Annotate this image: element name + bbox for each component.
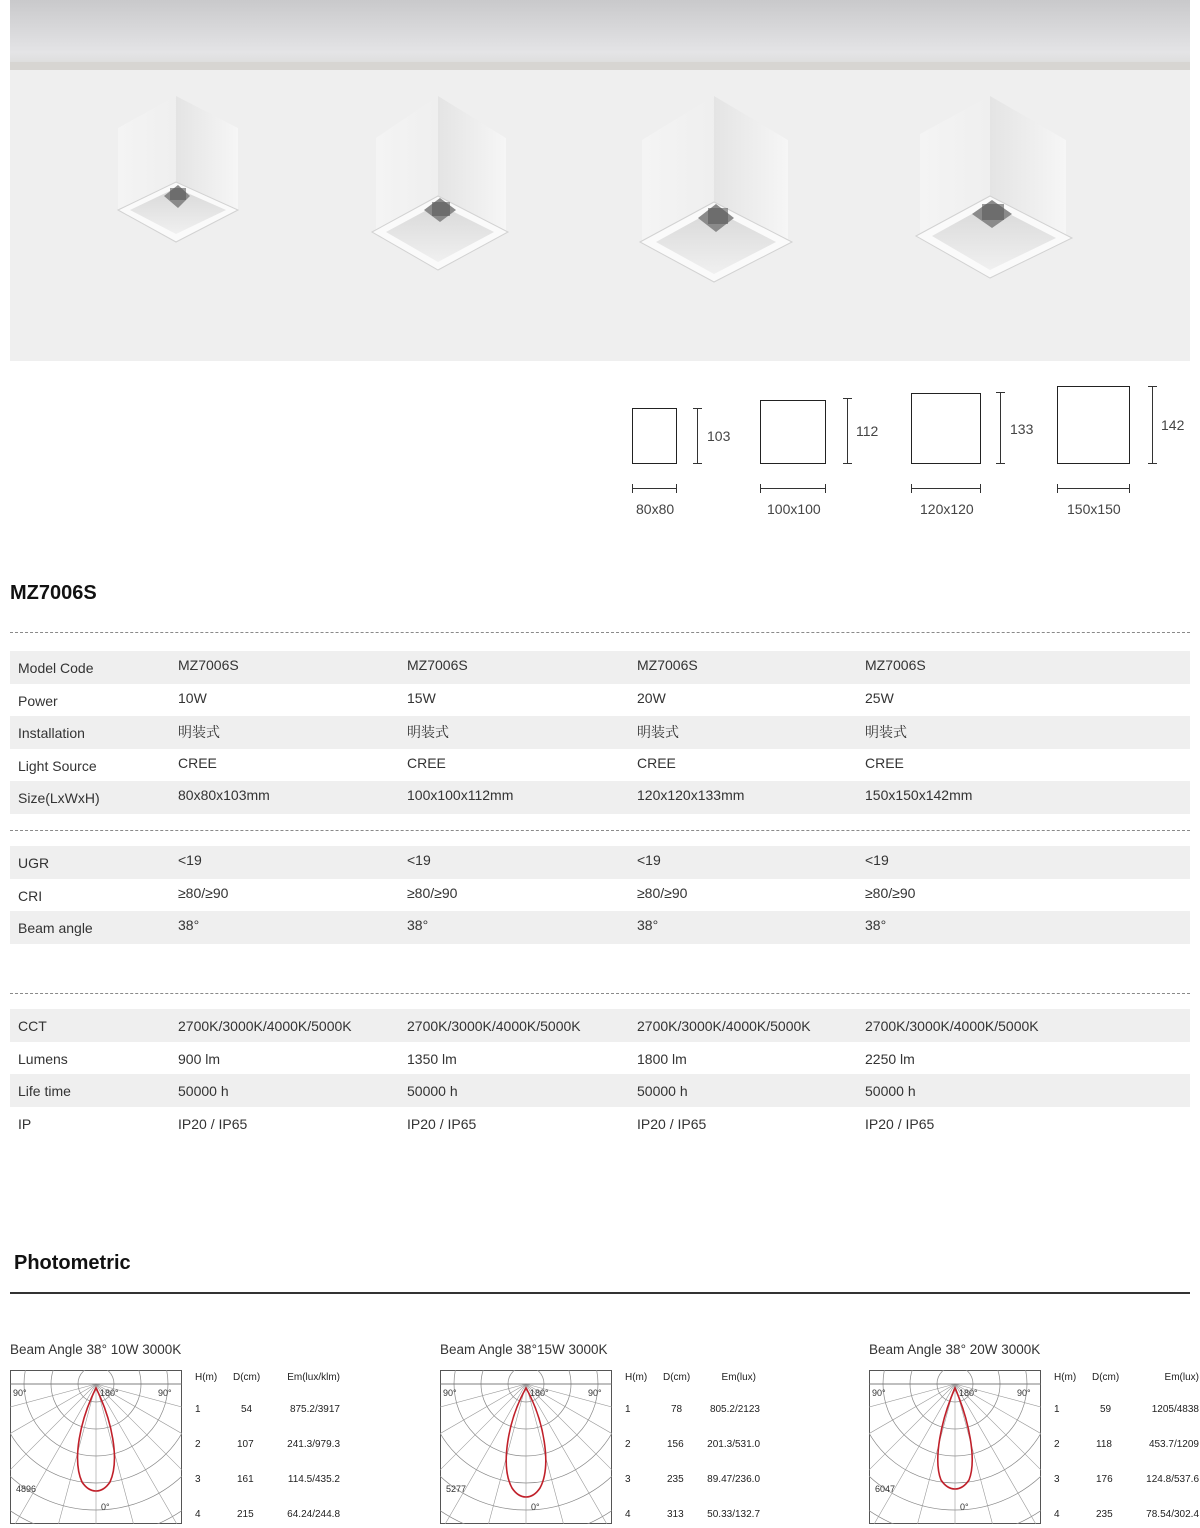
height-label: 103 — [707, 428, 731, 444]
spec-value: IP20 / IP65 — [865, 1115, 935, 1132]
illuminance-row — [195, 1458, 340, 1493]
polar-label-bottom: 0° — [960, 1502, 969, 1512]
cell-h: 2 — [1054, 1439, 1060, 1450]
spec-table-output — [10, 1009, 1190, 1139]
spec-value: IP20 / IP65 — [407, 1115, 477, 1132]
header-d: D(cm) — [663, 1372, 691, 1383]
spec-label: Beam angle — [18, 920, 93, 936]
spec-label: CCT — [18, 1018, 47, 1034]
polar-label-left: 90° — [13, 1388, 27, 1398]
cell-em: 875.2/3917 — [289, 1404, 340, 1415]
cell-h: 1 — [195, 1404, 201, 1415]
width-label: 150x150 — [1067, 501, 1121, 517]
width-label: 100x100 — [767, 501, 821, 517]
cell-h: 1 — [1054, 1404, 1060, 1415]
spec-value: CREE — [865, 754, 904, 771]
spec-row-installation — [10, 716, 1190, 749]
cell-d: 59 — [1100, 1404, 1112, 1415]
product-hero-image — [10, 0, 1190, 361]
cell-d: 313 — [667, 1509, 684, 1520]
height-line — [1152, 386, 1153, 464]
polar-label-value: 4896 — [16, 1484, 37, 1494]
polar-diagram — [10, 1370, 182, 1524]
spec-value: <19 — [637, 852, 661, 868]
cell-em: 124.8/537.6 — [1146, 1474, 1199, 1485]
spec-value: MZ7006S — [637, 657, 698, 673]
spec-value: 38° — [407, 917, 429, 933]
polar-label-bottom: 0° — [531, 1502, 540, 1512]
spec-value: <19 — [407, 852, 431, 868]
header-d: D(cm) — [1092, 1372, 1120, 1383]
spec-value: 1350 lm — [407, 1050, 457, 1067]
illuminance-row — [195, 1388, 340, 1423]
cell-em: 805.2/2123 — [709, 1404, 760, 1415]
width-label: 120x120 — [920, 501, 974, 517]
model-title: MZ7006S — [10, 582, 97, 604]
polar-spoke — [526, 1384, 612, 1494]
polar-label-right: 90° — [588, 1388, 602, 1398]
illuminance-row — [195, 1493, 340, 1528]
spec-value: 50000 h — [407, 1083, 458, 1099]
polar-grid — [440, 1370, 612, 1524]
polar-spoke — [96, 1384, 182, 1494]
polar-spoke — [440, 1384, 526, 1494]
cell-em: 201.3/531.0 — [707, 1439, 760, 1450]
downlight-products — [10, 0, 1190, 361]
header-h: H(m) — [195, 1372, 218, 1383]
dashed-divider — [10, 993, 1190, 994]
spec-row-life-time — [10, 1074, 1190, 1107]
illuminance-header — [1054, 1372, 1199, 1388]
spec-value: 明装式 — [865, 724, 907, 740]
spec-value: 120x120x133mm — [637, 787, 745, 803]
cell-d: 235 — [667, 1474, 684, 1485]
spec-value: ≥80/≥90 — [178, 884, 229, 901]
dashed-divider — [10, 830, 1190, 831]
beam-title: Beam Angle 38° 10W 3000K — [10, 1342, 182, 1357]
height-line — [1000, 392, 1001, 464]
polar-diagram — [440, 1370, 612, 1524]
polar-label-right: 90° — [158, 1388, 172, 1398]
polar-spoke — [898, 1384, 955, 1524]
illuminance-table — [625, 1372, 770, 1528]
cell-d: 118 — [1096, 1439, 1112, 1450]
polar-label-left: 90° — [872, 1388, 886, 1398]
spec-value: MZ7006S — [178, 657, 239, 673]
spec-value: 2250 lm — [865, 1050, 915, 1067]
spec-row-light-source — [10, 749, 1190, 782]
cell-d: 215 — [237, 1509, 254, 1520]
spec-table-general — [10, 651, 1190, 814]
downlight-150x150 — [916, 96, 1072, 278]
spec-value: 38° — [178, 917, 200, 933]
spec-value: 900 lm — [178, 1050, 221, 1067]
illuminance-row — [625, 1423, 770, 1458]
polar-label-value: 5277 — [446, 1484, 467, 1494]
beam-block-20w — [869, 1340, 1199, 1524]
header-h: H(m) — [1054, 1372, 1077, 1383]
height-label: 142 — [1161, 417, 1185, 433]
dashed-divider — [10, 632, 1190, 633]
cell-d: 235 — [1096, 1509, 1113, 1520]
polar-label-bottom: 0° — [101, 1502, 110, 1512]
spec-value: CREE — [407, 754, 446, 771]
illuminance-header — [625, 1372, 770, 1388]
width-line — [760, 488, 826, 489]
spec-value: 150x150x142mm — [865, 787, 973, 803]
illuminance-table — [1054, 1372, 1199, 1528]
spec-label: IP — [18, 1115, 32, 1132]
spec-value: 50000 h — [865, 1083, 916, 1099]
illuminance-row — [1054, 1423, 1199, 1458]
polar-grid — [869, 1370, 1041, 1524]
spec-value: 15W — [407, 689, 436, 706]
dimension-drawing-1 — [632, 380, 742, 520]
cell-h: 4 — [1054, 1509, 1060, 1520]
polar-grid — [10, 1370, 182, 1524]
cell-em: 453.7/1209 — [1148, 1439, 1199, 1450]
cell-h: 1 — [625, 1404, 631, 1415]
illuminance-row — [195, 1423, 340, 1458]
cell-d: 161 — [237, 1474, 254, 1485]
polar-label-value: 6047 — [875, 1484, 896, 1494]
downlight-100x100 — [372, 96, 508, 270]
spec-value: 明装式 — [178, 724, 220, 740]
width-label: 80x80 — [636, 501, 675, 517]
cell-em: 50.33/132.7 — [707, 1509, 760, 1520]
spec-value: 2700K/3000K/4000K/5000K — [178, 1018, 352, 1034]
cell-d: 156 — [667, 1439, 684, 1450]
illuminance-row — [1054, 1493, 1199, 1528]
spec-label: Light Source — [18, 757, 97, 774]
height-label: 133 — [1010, 421, 1034, 437]
cell-d: 54 — [241, 1404, 253, 1415]
header-em: Em(lux) — [721, 1372, 756, 1383]
height-line — [697, 408, 698, 464]
cell-em: 89.47/236.0 — [707, 1474, 760, 1485]
spec-value: 2700K/3000K/4000K/5000K — [637, 1018, 811, 1034]
spec-value: 100x100x112mm — [407, 787, 514, 803]
spec-value: 1800 lm — [637, 1050, 687, 1067]
spec-row-ip — [10, 1107, 1190, 1140]
illuminance-table — [195, 1372, 340, 1528]
spec-label: CRI — [18, 887, 43, 904]
polar-spoke — [440, 1384, 526, 1524]
illuminance-row — [625, 1458, 770, 1493]
spec-value: 明装式 — [637, 724, 679, 740]
cell-em: 78.54/302.4 — [1146, 1509, 1199, 1520]
spec-value: 50000 h — [637, 1083, 688, 1099]
polar-spoke — [10, 1384, 96, 1524]
dimension-box — [760, 400, 826, 464]
spec-value: 10W — [178, 689, 207, 706]
spec-label: Life time — [18, 1083, 71, 1099]
spec-row-cct — [10, 1009, 1190, 1042]
spec-row-size — [10, 781, 1190, 814]
polar-spoke — [869, 1384, 955, 1524]
header-h: H(m) — [625, 1372, 648, 1383]
spec-value: IP20 / IP65 — [637, 1115, 707, 1132]
spec-value: 38° — [637, 917, 659, 933]
cell-em: 1205/4838 — [1151, 1404, 1199, 1415]
spec-value: MZ7006S — [865, 657, 926, 673]
polar-label-top: 180° — [100, 1388, 119, 1398]
spec-table-optical — [10, 846, 1190, 944]
spec-value: 明装式 — [407, 724, 449, 740]
spec-row-cri — [10, 879, 1190, 912]
spec-label: Model Code — [18, 660, 94, 676]
polar-spoke — [869, 1384, 955, 1494]
spec-value: MZ7006S — [407, 657, 468, 673]
beam-title: Beam Angle 38° 20W 3000K — [869, 1342, 1041, 1357]
polar-spoke — [39, 1384, 96, 1524]
cell-h: 2 — [625, 1439, 631, 1450]
illuminance-row — [1054, 1458, 1199, 1493]
spec-row-ugr — [10, 846, 1190, 879]
polar-label-top: 180° — [959, 1388, 978, 1398]
dimension-box — [1057, 386, 1130, 464]
spec-value: 38° — [865, 917, 887, 933]
spec-row-beam-angle — [10, 911, 1190, 944]
dimension-drawing-3 — [911, 380, 1041, 520]
downlight-80x80 — [118, 96, 238, 242]
polar-diagram — [869, 1370, 1041, 1524]
spec-value: 25W — [865, 689, 894, 706]
spec-value: 80x80x103mm — [178, 787, 270, 803]
cell-em: 241.3/979.3 — [287, 1439, 340, 1450]
polar-spoke — [955, 1384, 1041, 1494]
spec-label: UGR — [18, 855, 50, 871]
polar-spoke — [440, 1384, 526, 1524]
header-em: Em(lux/klm) — [287, 1372, 340, 1383]
cell-em: 114.5/435.2 — [287, 1474, 340, 1485]
cell-h: 3 — [195, 1474, 201, 1485]
spec-row-model-code — [10, 651, 1190, 684]
width-line — [632, 488, 677, 489]
cell-h: 4 — [195, 1509, 201, 1520]
beam-title: Beam Angle 38°15W 3000K — [440, 1342, 608, 1357]
photometric-rule — [10, 1292, 1190, 1294]
width-line — [911, 488, 981, 489]
spec-value: CREE — [178, 754, 217, 771]
polar-spoke — [10, 1384, 96, 1524]
cell-h: 3 — [625, 1474, 631, 1485]
height-label: 112 — [856, 423, 879, 439]
spec-label: Installation — [18, 725, 85, 741]
cell-h: 2 — [195, 1439, 201, 1450]
illuminance-row — [625, 1388, 770, 1423]
header-d: D(cm) — [233, 1372, 261, 1383]
width-line — [1057, 488, 1130, 489]
spec-value: IP20 / IP65 — [178, 1115, 248, 1132]
dimension-drawing-2 — [760, 380, 890, 520]
illuminance-row — [625, 1493, 770, 1528]
spec-value: 20W — [637, 689, 666, 706]
cell-em: 64.24/244.8 — [287, 1509, 340, 1520]
polar-label-top: 180° — [530, 1388, 549, 1398]
cell-d: 176 — [1096, 1474, 1113, 1485]
beam-block-10w — [10, 1340, 340, 1524]
polar-spoke — [10, 1384, 96, 1494]
polar-label-right: 90° — [1017, 1388, 1031, 1398]
spec-value: 2700K/3000K/4000K/5000K — [407, 1018, 581, 1034]
spec-label: Size(LxWxH) — [18, 790, 100, 806]
dimension-drawing-4 — [1057, 380, 1197, 520]
spec-value: ≥80/≥90 — [407, 884, 458, 901]
spec-row-lumens — [10, 1042, 1190, 1075]
spec-value: ≥80/≥90 — [865, 884, 916, 901]
spec-value: CREE — [637, 754, 676, 771]
cell-d: 78 — [671, 1404, 683, 1415]
spec-value: 2700K/3000K/4000K/5000K — [865, 1018, 1039, 1034]
polar-label-left: 90° — [443, 1388, 457, 1398]
cell-h: 4 — [625, 1509, 631, 1520]
cell-h: 3 — [1054, 1474, 1060, 1485]
dimension-box — [632, 408, 677, 464]
beam-block-15w — [440, 1340, 770, 1524]
height-line — [847, 398, 848, 464]
illuminance-header — [195, 1372, 340, 1388]
photometric-title: Photometric — [14, 1252, 131, 1274]
cell-d: 107 — [237, 1439, 254, 1450]
dimension-box — [911, 393, 981, 464]
spec-value: ≥80/≥90 — [637, 884, 688, 901]
polar-spoke — [869, 1384, 955, 1524]
illuminance-row — [1054, 1388, 1199, 1423]
header-em: Em(lux) — [1164, 1372, 1199, 1383]
downlight-120x120 — [640, 96, 792, 282]
spec-value: 50000 h — [178, 1083, 229, 1099]
spec-label: Power — [18, 692, 58, 709]
spec-label: Lumens — [18, 1050, 68, 1067]
spec-value: <19 — [178, 852, 202, 868]
spec-value: <19 — [865, 852, 889, 868]
spec-row-power — [10, 684, 1190, 717]
